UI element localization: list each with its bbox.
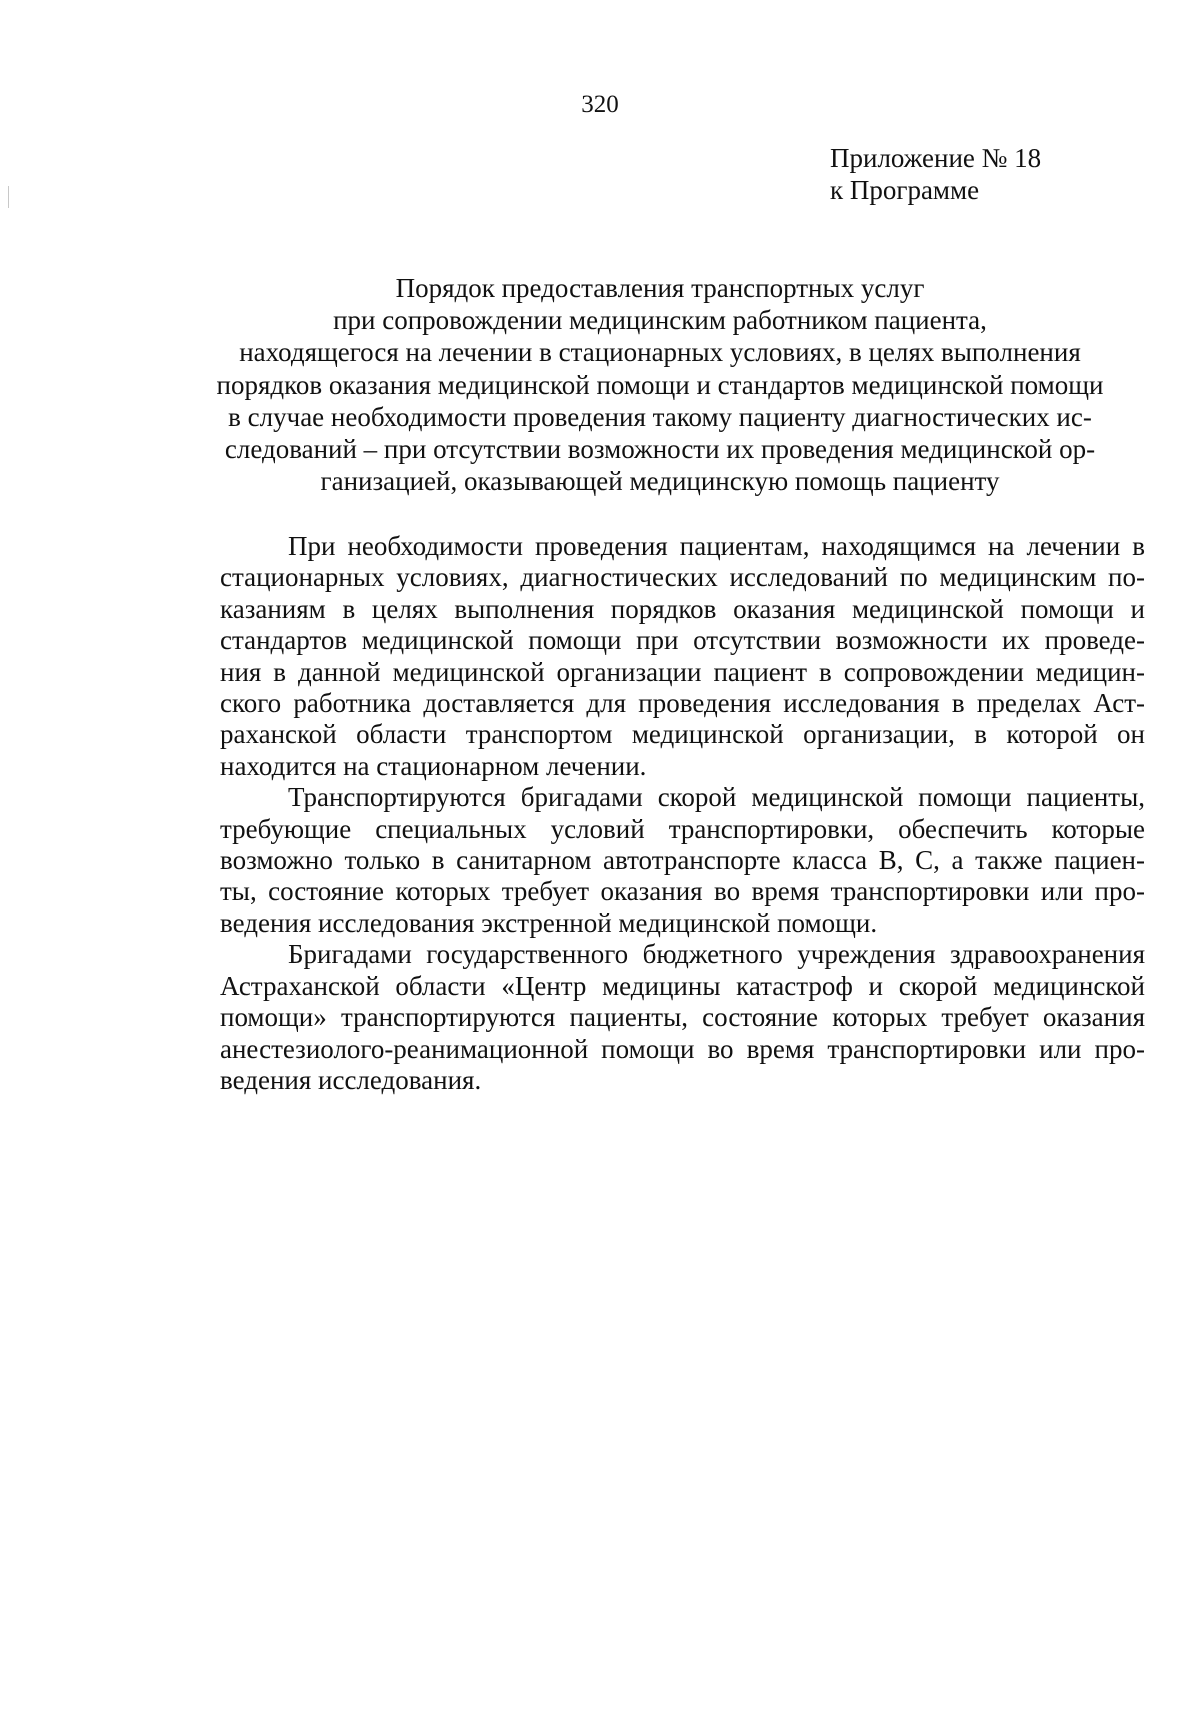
- paragraph-line: раханской области транспортом медицинской организации, в которой он: [220, 719, 1145, 750]
- title-line: следований – при отсутствии возможности их проведения медицинской ор-: [224, 434, 1096, 465]
- title-line: порядков оказания медицинской помощи и стандартов медицинской помощи: [216, 369, 1104, 400]
- paragraph-line: ния в данной медицинской организации пациент в сопровождении медицин-: [220, 656, 1145, 687]
- paragraph-line: требующие специальных условий транспортировки, обеспечить которые: [220, 813, 1145, 844]
- paragraph-line: находится на стационарном лечении.: [220, 750, 647, 781]
- paragraph-line: стандартов медицинской помощи при отсутствии возможности их проведе-: [220, 625, 1145, 656]
- paragraph-2: [220, 782, 1145, 939]
- paragraph-line: Транспортируются бригадами скорой медицинской помощи пациенты,: [288, 782, 1145, 813]
- scan-artifact: [8, 186, 9, 208]
- paragraph-3: [220, 939, 1145, 1096]
- title-line: Порядок предоставления транспортных услуг: [395, 273, 925, 303]
- paragraph-line: ского работника доставляется для проведения исследования в пределах Аст-: [220, 688, 1145, 719]
- page-number: 320: [581, 91, 619, 118]
- paragraph-line: стационарных условиях, диагностических исследований по медицинским по-: [220, 562, 1145, 593]
- paragraph-line: возможно только в санитарном автотранспорте класса В, С, а также пациен-: [220, 845, 1145, 876]
- paragraph-line: помощи» транспортируются пациенты, состояние которых требует оказания: [220, 1002, 1145, 1033]
- paragraph-1: [220, 531, 1145, 782]
- title-line: при сопровождении медицинским работником пациента,: [333, 305, 987, 336]
- paragraph-line: ведения исследования экстренной медицинской помощи.: [220, 907, 878, 938]
- document-body: [220, 531, 1145, 1096]
- paragraph-line: казаниям в целях выполнения порядков оказания медицинской помощи и: [220, 593, 1145, 624]
- title-line: ганизацией, оказывающей медицинскую помощь пациенту: [320, 466, 1000, 497]
- appendix-program: к Программе: [830, 175, 980, 205]
- title-line: находящегося на лечении в стационарных условиях, в целях выполнения: [239, 337, 1081, 368]
- appendix-reference: [830, 142, 1041, 206]
- paragraph-line: Астраханской области «Центр медицины катастроф и скорой медицинской: [220, 970, 1145, 1001]
- paragraph-line: Бригадами государственного бюджетного учреждения здравоохранения: [288, 939, 1145, 970]
- appendix-number: Приложение № 18: [830, 143, 1042, 173]
- document-title: [205, 272, 1115, 497]
- paragraph-line: ты, состояние которых требует оказания во время транспортировки или про-: [220, 876, 1145, 907]
- paragraph-line: анестезиолого-реанимационной помощи во время транспортировки или про-: [220, 1033, 1145, 1064]
- paragraph-line: ведения исследования.: [220, 1064, 482, 1095]
- paragraph-line: При необходимости проведения пациентам, находящимся на лечении в: [288, 531, 1145, 561]
- title-line: в случае необходимости проведения такому пациенту диагностических ис-: [228, 401, 1092, 432]
